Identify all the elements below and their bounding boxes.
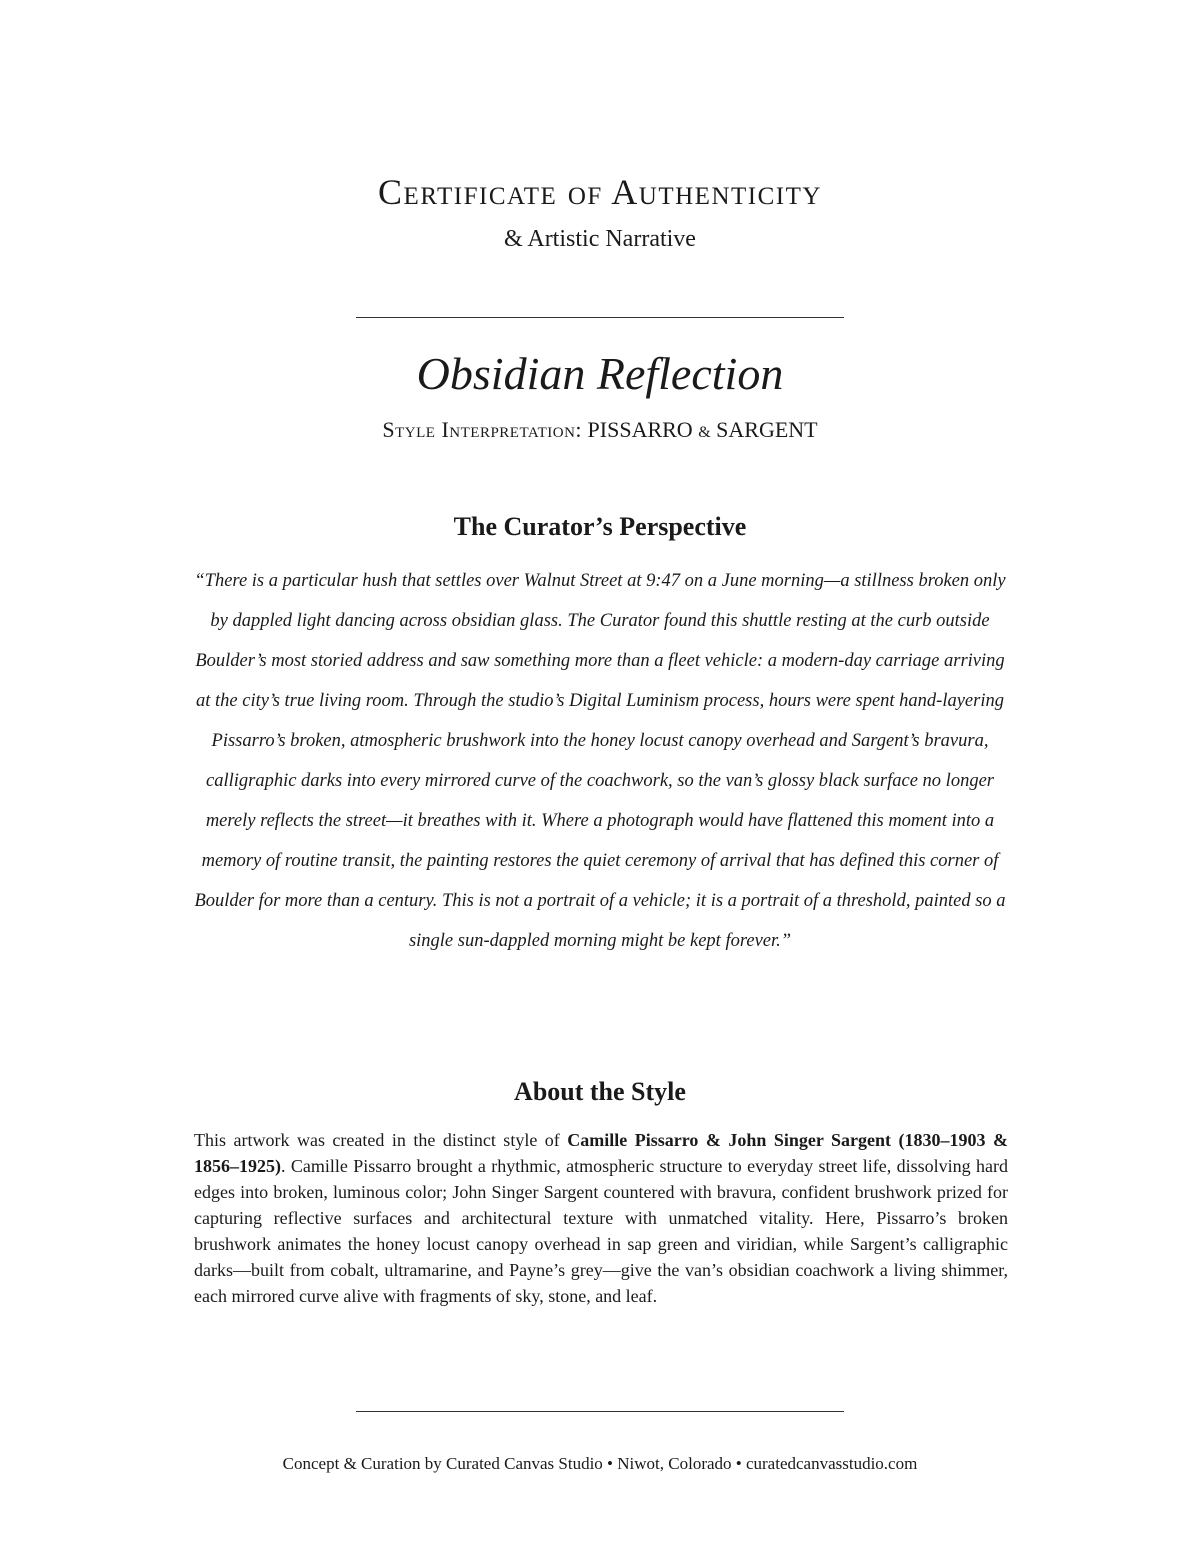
about-style-heading: About the Style xyxy=(514,1077,686,1106)
certificate-title: Certificate of Authenticity xyxy=(378,172,822,212)
certificate-subtitle: & Artistic Narrative xyxy=(504,226,696,252)
style-ampersand: & xyxy=(698,424,711,441)
about-style-paragraph xyxy=(194,1127,1008,1309)
style-interpretation-label: Style Interpretation: xyxy=(382,417,583,442)
curator-heading: The Curator’s Perspective xyxy=(453,512,747,541)
style-interpretation xyxy=(0,415,1200,448)
curator-quote: “There is a particular hush that settles over Walnut Street at 9:47 on a June morning—a stillness broken only by dappled light dancing across obsidian glass. The Curator found this shuttle resting at the curb outside Boulder’s most storied address and saw something more than a fleet vehicle: a modern-day carriage arriving at the city’s true living room. Through the studio’s Digital Luminism process, hours were spent hand-layering Pissarro’s broken, atmospheric brushwork into the honey locust canopy overhead and Sargent’s bravura, calligraphic darks into every mirrored curve of the coachwork, so the van’s glossy black surface no longer merely reflects the street—it breathes with it. Where a photograph would have flattened this moment into a memory of routine transit, the painting restores the quiet ceremony of arrival that has defined this corner of Boulder for more than a century. This is not a portrait of a vehicle; it is a portrait of a threshold, painted so a single sun-dappled morning might be kept forever.” xyxy=(194,571,1006,951)
bottom-divider xyxy=(356,1411,844,1412)
top-divider xyxy=(356,317,844,318)
artwork-title: Obsidian Reflection xyxy=(416,348,784,399)
style-artist-sargent: SARGENT xyxy=(716,417,818,442)
about-intro-text: This artwork was created in the distinct style of xyxy=(194,1130,568,1150)
footer-credit: Concept & Curation by Curated Canvas Studio • Niwot, Colorado • curatedcanvasstudio.com xyxy=(282,1454,918,1473)
style-artist-pissarro: PISSARRO xyxy=(587,417,693,442)
about-artists-bold: Camille Pissarro & John Singer Sargent (1830–1903 & 1856–1925) xyxy=(194,1130,1008,1176)
about-body-text: . Camille Pissarro brought a rhythmic, atmospheric structure to everyday street life, dissolving hard edges into broken, luminous color; John Singer Sargent countered with bravura, confident brushwork prized for capturing reflective surfaces and architectural texture with unmatched vitality. Here, Pissarro’s broken brushwork animates the honey locust canopy overhead in sap green and viridian, while Sargent’s calligraphic darks—built from cobalt, ultramarine, and Payne’s grey—give the van’s obsidian coachwork a living shimmer, each mirrored curve alive with fragments of sky, stone, and leaf. xyxy=(194,1156,1008,1306)
